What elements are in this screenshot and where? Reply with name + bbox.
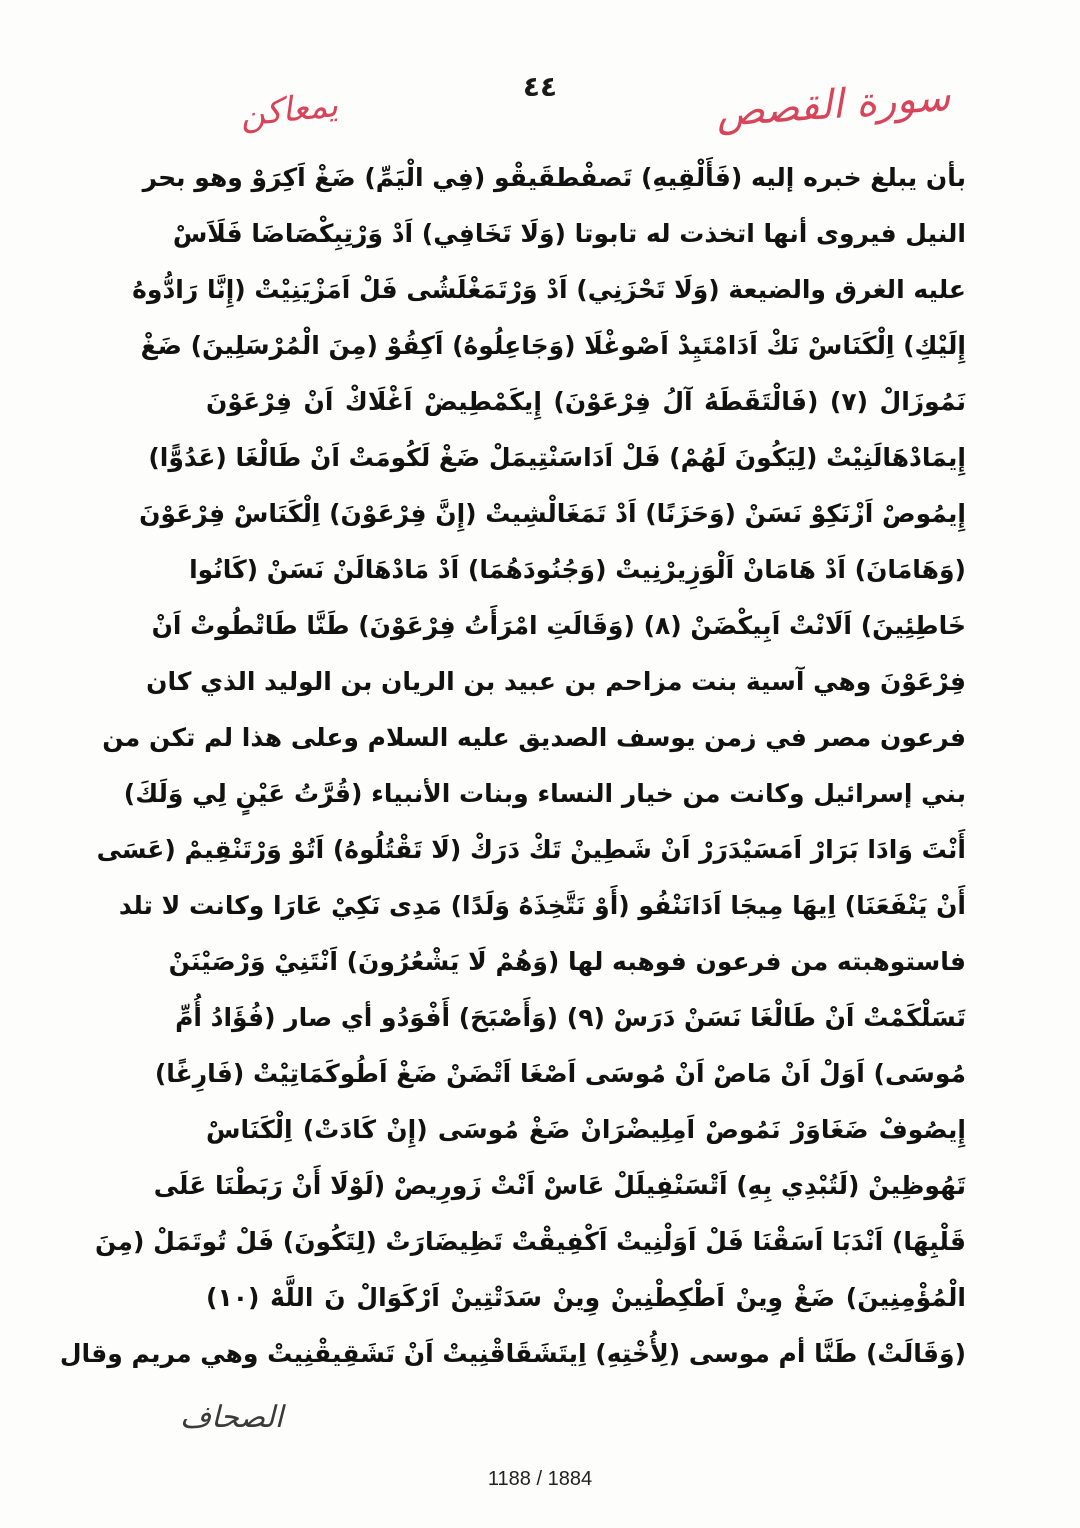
text-line: (وَهَامَانَ) اَدْ هَامَانْ اَلْوَزِيرْنِيتْ (وَجُنُودَهُمَا) اَدْ مَادْهَالَنْ نَسَنْ (كَانُوا [189,555,966,584]
body-text [59,150,966,1382]
text-line: إِلَيْكِ) اِلْكَنَاسْ نَكْ اَدَامْتَيِدْ اَصْوغْلَا (وَجَاعِلُوهُ) اَكِقُوْ (مِنَ الْمُرْسَلِينَ) ضَغْ [140,331,966,360]
text-line: خَاطِئِينَ) اَلَانْتْ اَبِيكْضَنْ (٨) (وَقَالَتِ امْرَأَتُ فِرْعَوْنَ) طَنَّا طَاتْطُوتْ اَنْ [151,611,966,640]
page-number: ٤٤ [522,70,558,103]
text-line: إِيصُوفْ ضَغَاوَرْ نَمُوصْ اَمِلِيضْرَانْ ضَغْ مُوسَى (إِنْ كَادَتْ) اِلْكَنَاسْ [206,1115,966,1144]
footer-handwritten-note: الصحاف [180,1400,284,1435]
text-line: إِيمُوصْ اَزْنَكِوْ نَسَنْ (وَحَزَنًا) اَدْ تَمَغَالْشِيتْ (إِنَّ فِرْعَوْنَ) اِلْكَنَاسْ فِرْعَوْنَ [139,499,966,528]
text-line: بني إسرائيل وكانت من خيار النساء وبنات الأنبياء (قُرَّتُ عَيْنٍ لِي وَلَكَ) [123,779,966,808]
text-line: بأن يبلغ خبره إليه (فَأَلْقِيهِ) تَصفْطقَيقْو (فِي الْيَمِّ) ضَغْ اَكِرَوْ وهو بحر [142,163,966,192]
surah-title-handwritten: سورة القصص [714,73,952,137]
text-line: أَنْ يَنْفَعَنَا) اِيهَا مِيجَا اَدَانَنْفُو (أَوْ نَتَّخِذَهُ وَلَدًا) مَدِى نَكِيْ عَارَا وكانت لا تلد [118,891,966,920]
margin-note-handwritten: يمعاكن [238,84,340,136]
page-counter: 1188 / 1884 [487,1468,593,1490]
text-line: النيل فيروى أنها اتخذت له تابوتا (وَلَا تَخَافِي) اَدْ وَرْتِبِكْصَاضَا فَلَاَسْ [172,219,966,248]
text-line: فرعون مصر في زمن يوسف الصديق عليه السلام وعلى هذا لم تكن من [102,723,966,752]
text-line: قَلْبِهَا) اَنْدَبَا اَسَقْنَا فَلْ اَوَلْنِيتْ اَكْفِيقْتْ تَظِيضَارَتْ (لِتَكُونَ) فَلْ تُوتَمَلْ (مِنَ [95,1227,966,1256]
text-line: تَسَلْكَمْتْ اَنْ طَالْغَا نَسَنْ دَرَسْ (٩) (وَأَصْبَحَ) أَفْوَدُو أي صار (فُؤَادُ أُمِّ [175,1003,966,1032]
text-line: نَمُوزَالْ (٧) (فَالْتَقَطَهُ آلُ فِرْعَوْنَ) إِيكَمْطِيضْ اَغْلَاكْ اَنْ فِرْعَوْنَ [206,387,966,416]
text-line: فِرْعَوْنَ وهي آسية بنت مزاحم بن عبيد بن الريان بن الوليد الذي كان [146,667,966,696]
text-line: تَهُوظِينْ (لَتُبْدِي بِهِ) اَتْسَنْفِيلَلْ عَاسْ اَنْتْ زَورِيصْ (لَوْلَا أَنْ رَبَطْنَا عَلَى [153,1171,966,1200]
text-line: (وَقَالَتْ) طَنَّا أم موسى (لِأُخْتِهِ) اِيتَشَقَاقْنِيتْ اَنْ تَشَقِيقْنِيتْ وهي مريم وقال [59,1339,966,1368]
text-line: مُوسَى) اَوَلْ اَنْ مَاصْ اَنْ مُوسَى اَصْغَا اَتْضَنْ ضَغْ اَطُوكَمَاتِيْتْ (فَارِغًا) [154,1059,966,1088]
text-line: الْمُؤْمِنِينَ) ضَغْ وِينْ اَطْكِطْنِينْ وِينْ سَدَتْتِينْ اَرْكَوَالْ نَ اللَّهْ (١٠) [206,1283,966,1312]
text-line: إِيمَادْهَالَنِيْتْ (لِيَكُونَ لَهُمْ) فَلْ اَدَاسَنْتِيمَلْ ضَغْ لَكُومَتْ اَنْ طَالْغَا (عَدُوًّا) [148,443,966,472]
text-line: فاستوهبته من فرعون فوهبه لها (وَهُمْ لَا يَشْعُرُونَ) اَنْتَنِيْ وَرْصَيْنَنْ [168,947,966,976]
text-line: عليه الغرق والضيعة (وَلَا تَحْزَنِي) اَدْ وَرْتَمَغْلَشُى فَلْ اَمَزْيَنِيْتْ (إِنَّا رَادُّوهُ [132,275,966,304]
text-line: أَنْتَ وَادَا بَرَارْ اَمَسَيْدَرَرْ اَنْ شَطِينْ تَكْ دَرَكْ (لَا تَقْتُلُوهُ) اَتُوْ وَرْتَنْقِيمْ (عَسَى [96,835,966,864]
